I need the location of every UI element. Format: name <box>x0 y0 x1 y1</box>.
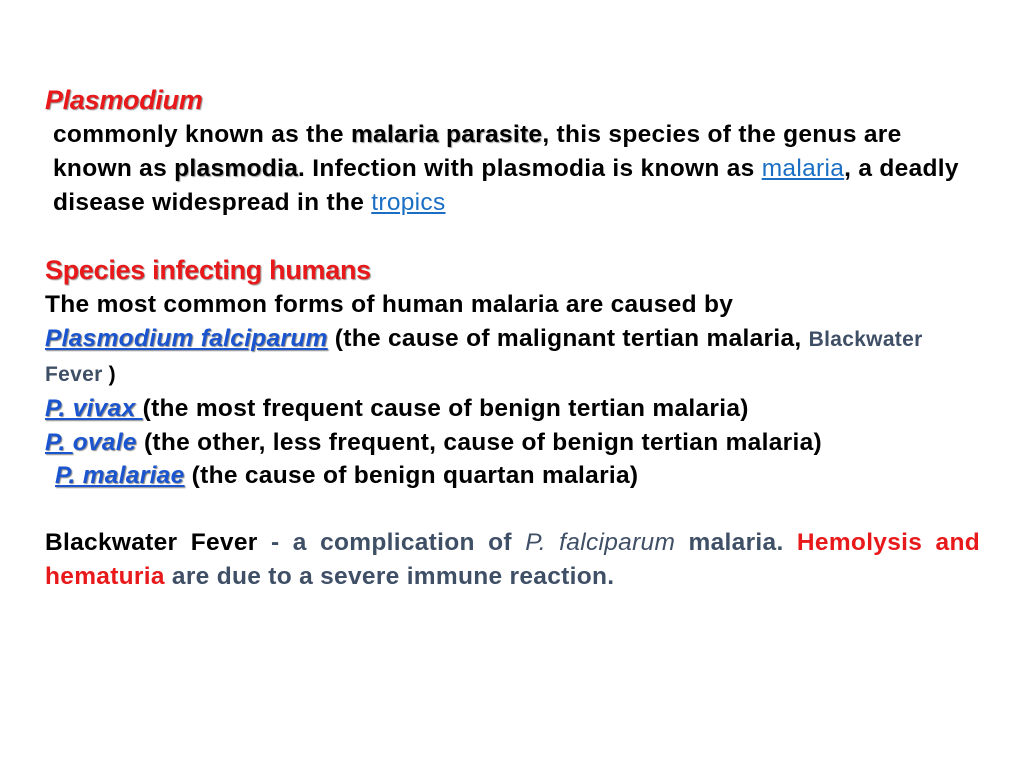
intro-mid2: . Infection with plasmodia is known as <box>298 154 762 182</box>
species-falciparum: Plasmodium falciparum <box>45 325 328 353</box>
species-vivax: P. vivax <box>45 394 143 422</box>
malariae-line <box>45 462 638 489</box>
bw-dash: - a complication of <box>257 529 526 557</box>
species-vivax-desc: (the most frequent cause of benign tertian malaria) <box>142 394 749 422</box>
paragraph-blackwater <box>45 526 980 594</box>
paragraph-species <box>45 288 980 493</box>
species-falciparum-desc: (the cause of malignant tertian malaria, <box>327 325 809 353</box>
note-blackwater: Blackwater Fever <box>45 328 923 386</box>
intro-mid3: , a deadly disease widespread in the <box>53 154 959 216</box>
heading-species: Species infecting humans <box>45 255 371 286</box>
paragraph-intro <box>45 118 980 219</box>
link-malaria[interactable]: malaria <box>761 154 845 182</box>
bw-term: Blackwater Fever <box>45 529 258 557</box>
species-malariae: P. malariae <box>55 462 185 490</box>
note-close: ) <box>102 362 116 386</box>
bw-hemolysis: Hemolysis and hematuria <box>45 529 980 590</box>
bw-species: P. falciparum <box>525 529 676 557</box>
bw-rest: are due to a severe immune reaction. <box>164 562 615 590</box>
intro-lead: commonly known as the <box>53 121 351 148</box>
term-malaria-parasite: malaria parasite <box>350 121 543 148</box>
spacer <box>45 493 980 526</box>
slide-content <box>45 82 980 594</box>
species-intro: The most common forms of human malaria are caused by <box>45 291 734 319</box>
heading-plasmodium: Plasmodium <box>45 85 203 115</box>
species-ovale: ovale <box>72 428 137 456</box>
species-malariae-desc: (the cause of benign quartan malaria) <box>184 462 639 490</box>
link-tropics[interactable]: tropics <box>371 188 446 216</box>
bw-tail: malaria. <box>675 529 784 557</box>
spacer <box>45 219 980 252</box>
species-ovale-desc: (the other, less frequent, cause of benign tertian malaria) <box>136 428 822 456</box>
species-ovale-prefix: P. <box>45 428 73 456</box>
intro-mid: , this species of the genus are known as <box>53 121 902 182</box>
term-plasmodia: plasmodia <box>174 154 299 182</box>
